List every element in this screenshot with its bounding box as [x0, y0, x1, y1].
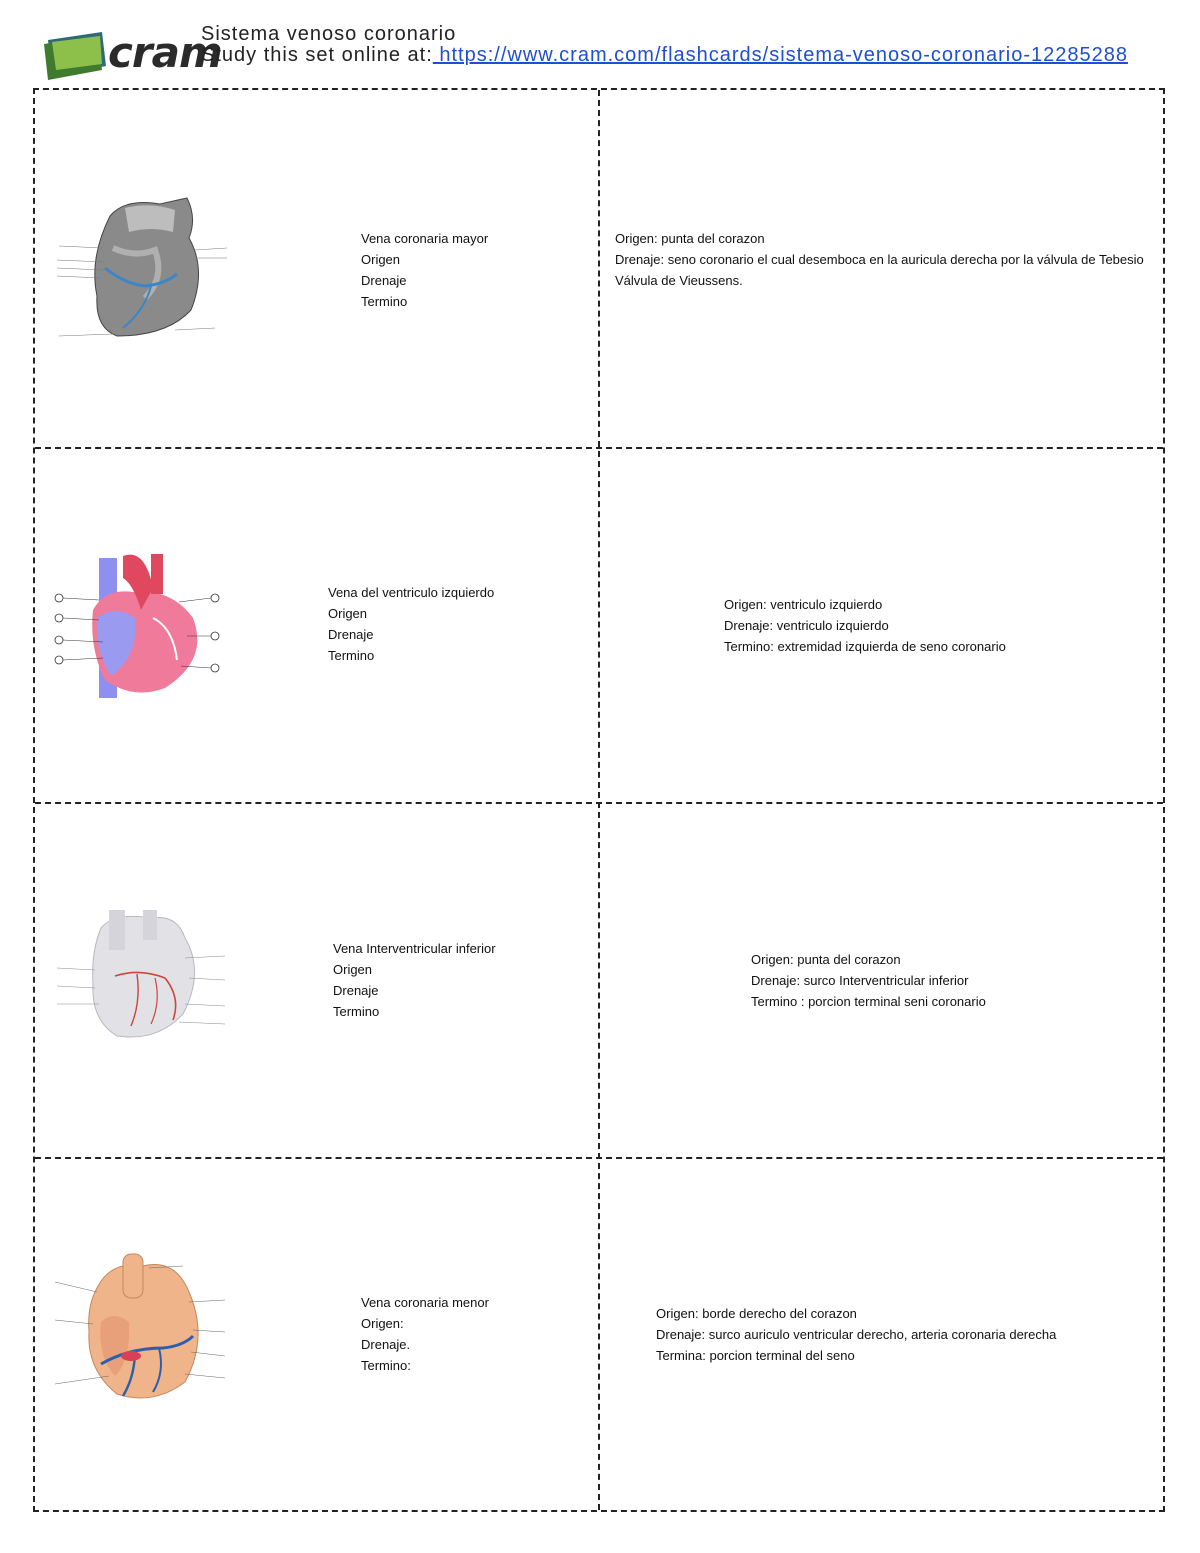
flashcard-grid — [33, 88, 1165, 1512]
cram-logo-icon — [42, 26, 112, 82]
card-4-term: Vena coronaria menor Origen: Drenaje. Termino: — [361, 1295, 489, 1373]
heart-posterior-illustration — [55, 188, 230, 348]
heart-veins-illustration — [53, 1252, 227, 1410]
card-2-definition: Origen: ventriculo izquierdo Drenaje: ventriculo izquierdo Termino: extremidad izquierda de seno coronario — [724, 597, 1006, 654]
row-divider — [35, 802, 1163, 804]
document-title: Sistema venoso coronario — [201, 23, 457, 45]
study-link[interactable]: https://www.cram.com/flashcards/sistema-venoso-coronario-12285288 — [432, 44, 1128, 66]
heart-anterior-illustration — [53, 548, 223, 706]
card-1-term: Vena coronaria mayor Origen Drenaje Termino — [361, 231, 489, 309]
card-4-definition: Origen: borde derecho del corazon Drenaje: surco auriculo ventricular derecho, arteria coronaria derecha Termina: porcion terminal del seno — [656, 1306, 1057, 1363]
header — [201, 24, 1161, 66]
cram-logo — [42, 26, 222, 82]
row-divider — [35, 447, 1163, 449]
study-line — [201, 45, 1161, 66]
card-2-term: Vena del ventriculo izquierdo Origen Drenaje Termino — [328, 585, 495, 663]
card-3-definition: Origen: punta del corazon Drenaje: surco Interventricular inferior Termino : porcion terminal seni coronario — [751, 952, 986, 1009]
study-prefix: Study this set online at: — [201, 44, 433, 66]
heart-inferior-illustration — [55, 908, 227, 1050]
card-1-definition: Origen: punta del corazon Drenaje: seno coronario el cual desemboca en la auricula derecha por la válvula de Tebesio Válvula de Vieussens. — [615, 231, 1144, 288]
card-3-term: Vena Interventricular inferior Origen Drenaje Termino — [333, 941, 496, 1019]
column-divider — [598, 90, 600, 1510]
cram-logo-word: cram — [108, 28, 222, 77]
row-divider — [35, 1157, 1163, 1159]
